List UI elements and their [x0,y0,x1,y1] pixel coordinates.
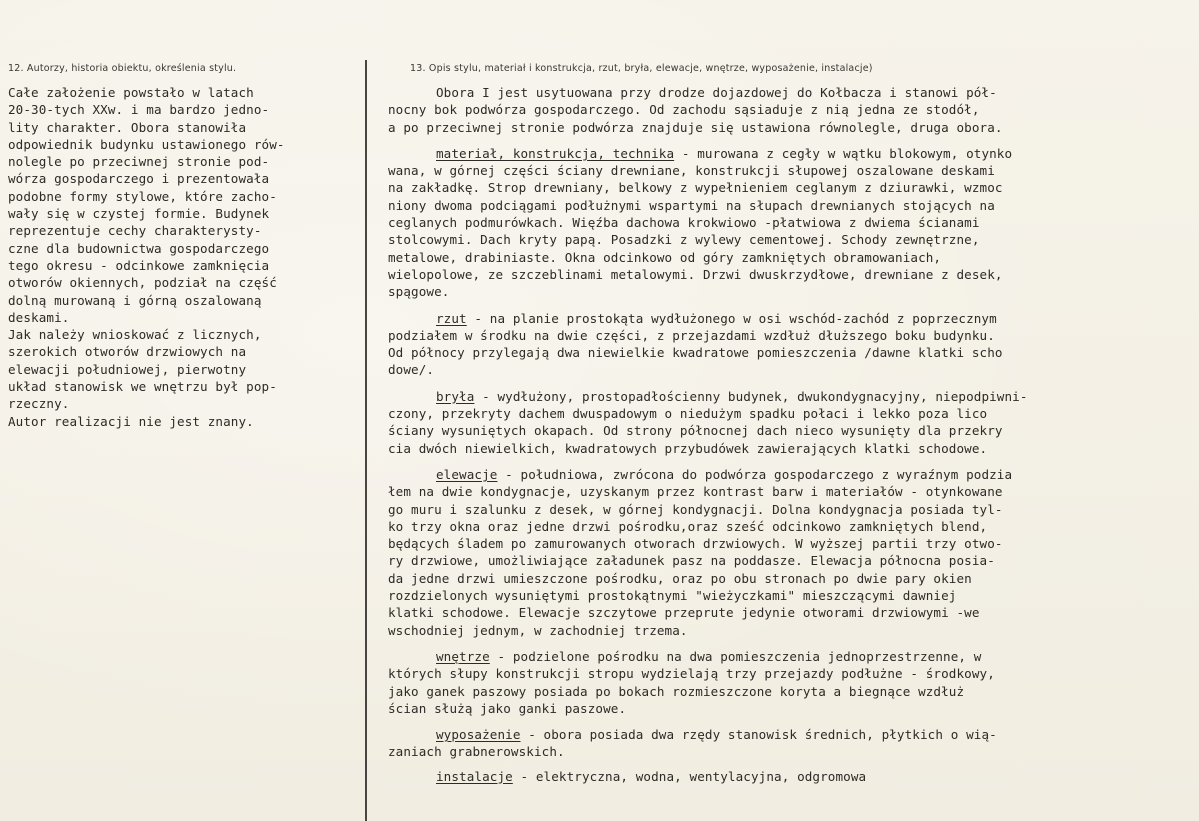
text-line: - wydłużony, prostopadłościenny budynek, dwukondygnacyjny, niepodpiwni- [474,388,1028,404]
text-line: - obora posiada dwa rzędy stanowisk średnich, płytkich o wią- [520,727,997,743]
paragraph-material [388,145,1196,301]
text-line: ceglanych podmurówkach. Więźba dachowa krokwiowo -płatwiowa z dwiema ścianami [388,215,980,231]
text-line: dowe/. [388,362,435,378]
text-line: klatki schodowe. Elewacje szczytowe przeprute jedynie otworami drzwiowymi -we [388,605,980,621]
section-label: wnętrze [436,648,490,664]
text-line: da jedne drzwi umieszczone pośrodku, oraz po obu stronach po dwie pary okien [388,570,972,586]
text-line: jako ganek paszowy posiada po bokach rozmieszczone koryta a biegnące wzdłuż [388,683,965,699]
text-line: lity charakter. Obora stanowiła [8,119,247,135]
text-line: ko trzy okna oraz jedne drzwi pośrodku,oraz sześć odcinkowo zamkniętych blend, [388,518,988,534]
text-line: których słupy konstrukcji stropu wydzielają trzy przejazdy podłużne - środkowy, [388,666,995,682]
paragraph-plan [388,310,1196,379]
paragraph-installations [388,768,1196,785]
paragraph-location [388,84,1196,136]
text-line: deskami. [8,309,70,325]
section-label: bryła [436,388,475,404]
text-line: będących śladem po zamurowanych otworach drzwiowych. W wyższej partii trzy otwo- [388,536,1003,552]
text-line: nolegle po przeciwnej stronie pod- [8,154,270,170]
text-line: podziałem w środku na dwie części, z przejazdami wzdłuż dłuższego boku budynku. [388,327,995,343]
text-line: wórza gospodarczego i prezentowała [8,171,270,187]
text-line: - południowa, zwrócona do podwórza gospodarczego z wyraźnym podzia [497,466,1013,482]
text-line: ścian służą jako ganki paszowe. [388,700,627,716]
text-line: otworów okiennych, podział na część [8,275,277,291]
text-line: czne dla budownictwa gospodarczego [8,240,270,256]
text-line: ściany wysuniętych okapach. Od strony północnej dach nieco wysunięty dla przekry [388,423,1003,439]
text-line: Obora I jest usytuowana przy drodze dojazdowej do Kołbacza i stanowi pół- [436,85,997,100]
text-line: Od północy przylegają dwa niewielkie kwadratowe pomieszczenia /dawne klatki scho [388,345,1003,361]
text-line: tego okresu - odcinkowe zamknięcia [8,257,270,273]
text-line: metalowe, drabiniaste. Okna odcinkowo od góry zamkniętych obramowaniach, [388,249,942,265]
text-line: - podzielone pośrodku na dwa pomieszczenia jednoprzestrzenne, w [489,648,982,664]
text-line: a po przeciwnej stronie podwórza znajduje się ustawiona równolegle, druga obora. [388,119,1003,135]
text-line: wschodniej jednym, w zachodniej trzema. [388,622,688,638]
text-line: Całe założenie powstało w latach [8,85,254,100]
paragraph-massing [388,388,1196,457]
text-line: ry drzwiowe, umożliwiające załadunek pasz na poddasze. Elewacja północna posia- [388,553,995,569]
text-line: - elektryczna, wodna, wentylacyjna, odgromowa [512,768,867,784]
text-line: odpowiednik budynku ustawionego rów- [8,136,285,152]
text-line: 20-30-tych XXw. i ma bardzo jedno- [8,102,270,118]
text-line: układ stanowisk we wnętrzu był pop- [8,379,277,395]
paragraph-interior [388,648,1196,717]
text-line: rzeczny. [8,396,70,412]
text-line: łem na dwie kondygnacje, uzyskanym przez kontrast barw i materiałów - otynkowane [388,484,1003,500]
text-line: Autor realizacji nie jest znany. [8,413,254,429]
paragraph-elevations [388,466,1196,639]
text-line: reprezentuje cechy charakterysty- [8,223,262,239]
section-12-heading: 12. Autorzy, historia obiektu, określenia stylu. [8,63,237,74]
text-line: nocny bok podwórza gospodarczego. Od zachodu sąsiaduje z nią jedna ze stodół, [388,102,980,118]
text-line: podobne formy stylowe, które zacho- [8,188,277,204]
text-line: dolną murowaną i górną oszalowaną [8,292,262,308]
text-line: cia dwóch niewielkich, kwadratowych przybudówek zawierających klatki schodowe. [388,440,988,456]
section-label: materiał, konstrukcja, technika [436,145,675,161]
text-line: spągowe. [388,284,450,300]
section-label: wyposażenie [436,727,521,743]
text-line: czony, przekryty dachem dwuspadowym o niedużym spadku połaci i lekko poza lico [388,406,988,422]
text-line: szerokich otworów drzwiowych na [8,344,247,360]
column-divider [365,60,367,821]
text-line: rozdzielonych wysuniętymi prostokątnymi "wieżyczkami" mieszczącymi dawniej [388,588,957,604]
text-line: Jak należy wnioskować z licznych, [8,327,262,343]
text-line: - na planie prostokąta wydłużonego w osi wschód-zachód z poprzecznym [466,310,997,326]
text-line: elewacji południowej, pierwotny [8,361,247,377]
section-label: instalacje [436,768,513,784]
paragraph-equipment [388,726,1196,761]
section-label: rzut [436,310,467,326]
section-label: elewacje [436,466,498,482]
text-line: wielopolowe, ze szczeblinami metalowymi. Drzwi dwuskrzydłowe, drewniane z desek, [388,266,1003,282]
text-line: zaniach grabnerowskich. [388,744,565,760]
history-column [8,84,360,430]
description-column [388,84,1196,794]
text-line: stolcowymi. Dach kryty papą. Posadzki z wylewy cementowej. Schody zewnętrzne, [388,232,980,248]
text-line: wana, w górnej części ściany drewniane, konstrukcji słupowej oszalowane deskami [388,163,995,179]
text-line: go muru i szalunku z desek, w górnej kondygnacji. Dolna kondygnacja posiada tyl- [388,501,1003,517]
text-line: niony dwoma podciągami podłużnymi wspartymi na słupach drewnianych stojących na [388,197,995,213]
text-line: - murowana z cegły w wątku blokowym, otynko [674,145,1013,161]
text-line: na zakładkę. Strop drewniany, belkowy z wypełnieniem ceglanym z dziurawki, wzmoc [388,180,1003,196]
section-13-heading: 13. Opis stylu, materiał i konstrukcja, rzut, bryła, elewacje, wnętrze, wyposażenie, instalacje) [410,63,873,74]
text-line: wały się w czystej formie. Budynek [8,206,270,222]
